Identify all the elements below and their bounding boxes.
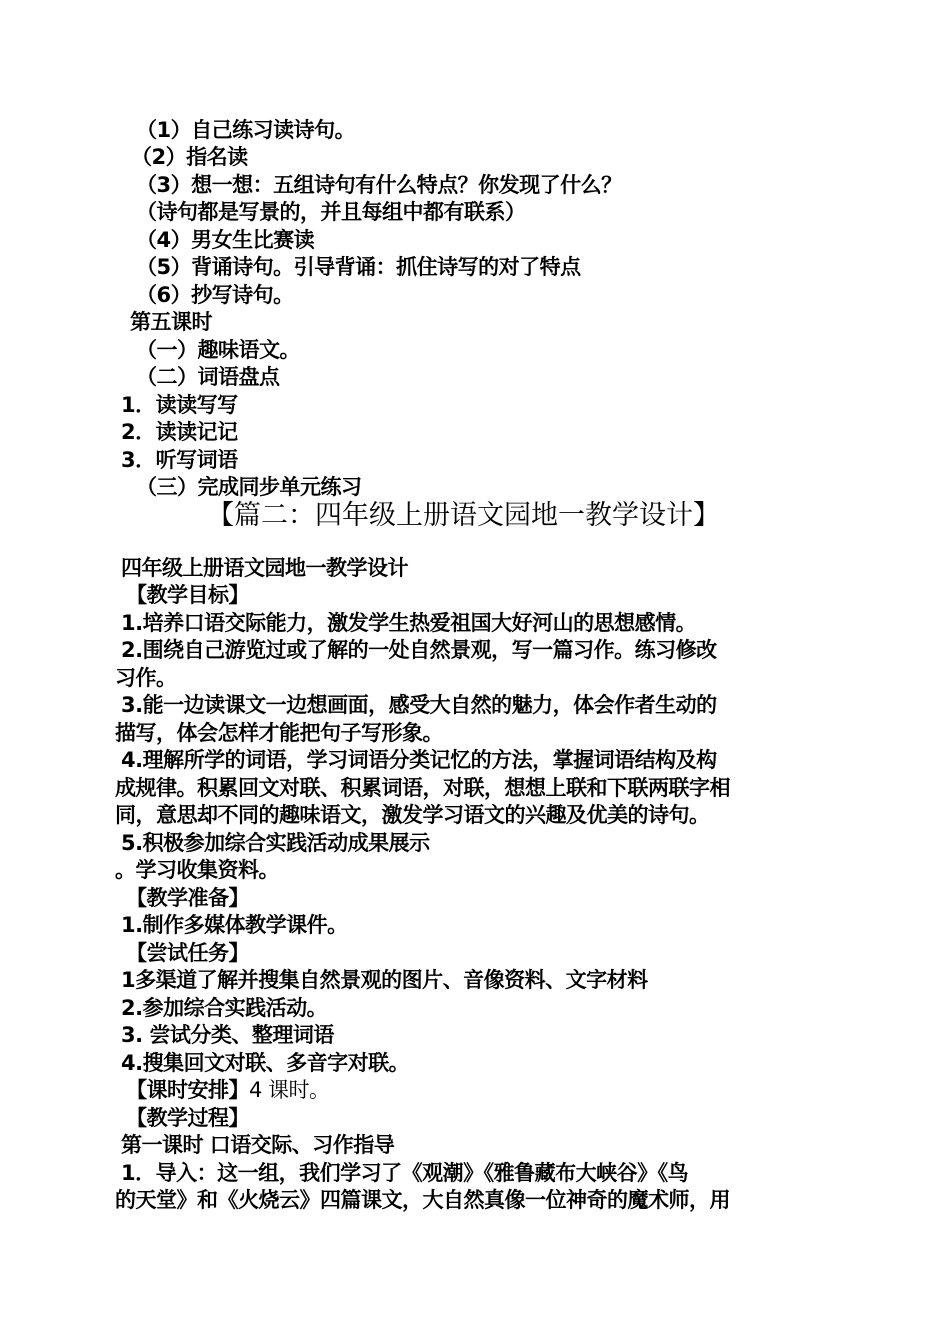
text-line: （6）抄写诗句。: [136, 283, 294, 307]
text-line: 同，意思却不同的趣味语文，激发学习语文的兴趣及优美的诗句。: [115, 803, 710, 827]
text-line: 4.理解所学的词语，学习词语分类记忆的方法，掌握词语结构及构: [121, 748, 717, 772]
text-line: （诗句都是写景的，并且每组中都有联系）: [136, 200, 526, 224]
text-line: 描写，体会怎样才能把句子写形象。: [115, 721, 443, 745]
text-line: （二）词语盘点: [136, 365, 280, 389]
text-line: 2．读读记记: [121, 420, 238, 444]
text-line: 1.培养口语交际能力，激发学生热爱祖国大好河山的思想感情。: [121, 611, 697, 635]
schedule-line: [126, 1077, 330, 1103]
text-line: 2.围绕自己游览过或了解的一处自然景观，写一篇习作。练习修改: [121, 638, 717, 662]
text-line: 5.积极参加综合实践活动成果展示: [121, 831, 430, 855]
text-line: 3．听写词语: [121, 448, 238, 472]
text-line: （一）趣味语文。: [136, 338, 300, 362]
text-line: 成规律。积累回文对联、积累词语，对联，想想上联和下联两联字相: [115, 776, 730, 800]
text-line: 2.参加综合实践活动。: [121, 996, 328, 1020]
text-line: 3.能一边读课文一边想画面，感受大自然的魅力，体会作者生动的: [121, 693, 717, 717]
section-label: 【教学准备】: [126, 886, 249, 910]
text-line: （三）完成同步单元练习: [136, 475, 362, 499]
lesson-heading: 第一课时 口语交际、习作指导: [121, 1133, 395, 1157]
text-line: （3）想一想：五组诗句有什么特点？你发现了什么？: [136, 173, 622, 197]
text-line: （4）男女生比赛读: [136, 228, 315, 252]
text-line: （1）自己练习读诗句。: [136, 118, 356, 142]
schedule-label: 【课时安排】: [126, 1078, 249, 1102]
document-title: 四年级上册语文园地一教学设计: [121, 556, 408, 580]
text-line: 1多渠道了解并搜集自然景观的图片、音像资料、文字材料: [121, 968, 648, 992]
section-label: 【尝试任务】: [126, 941, 249, 965]
text-line: 的天堂》和《火烧云》四篇课文，大自然真像一位神奇的魔术师，用: [115, 1188, 730, 1212]
text-line: 4.搜集回文对联、多音字对联。: [121, 1051, 410, 1075]
text-line: 1.制作多媒体教学课件。: [121, 913, 348, 937]
text-line: 习作。: [115, 666, 177, 690]
text-line: （2）指名读: [131, 145, 248, 169]
lesson-heading: 第五课时: [130, 310, 212, 334]
section-label: 【教学目标】: [126, 583, 249, 607]
schedule-value: 4 课时。: [249, 1078, 330, 1102]
text-line: 3. 尝试分类、整理词语: [121, 1023, 334, 1047]
section-label: 【教学过程】: [126, 1106, 249, 1130]
text-line: 1．导入：这一组，我们学习了《观潮》《雅鲁藏布大峡谷》《鸟: [121, 1161, 689, 1185]
text-line: （5）背诵诗句。引导背诵：抓住诗写的对了特点: [136, 255, 581, 279]
section-heading: 【篇二：四年级上册语文园地一教学设计】: [207, 500, 720, 531]
text-line: 。学习收集资料。: [115, 858, 279, 882]
text-line: 1．读读写写: [121, 393, 238, 417]
